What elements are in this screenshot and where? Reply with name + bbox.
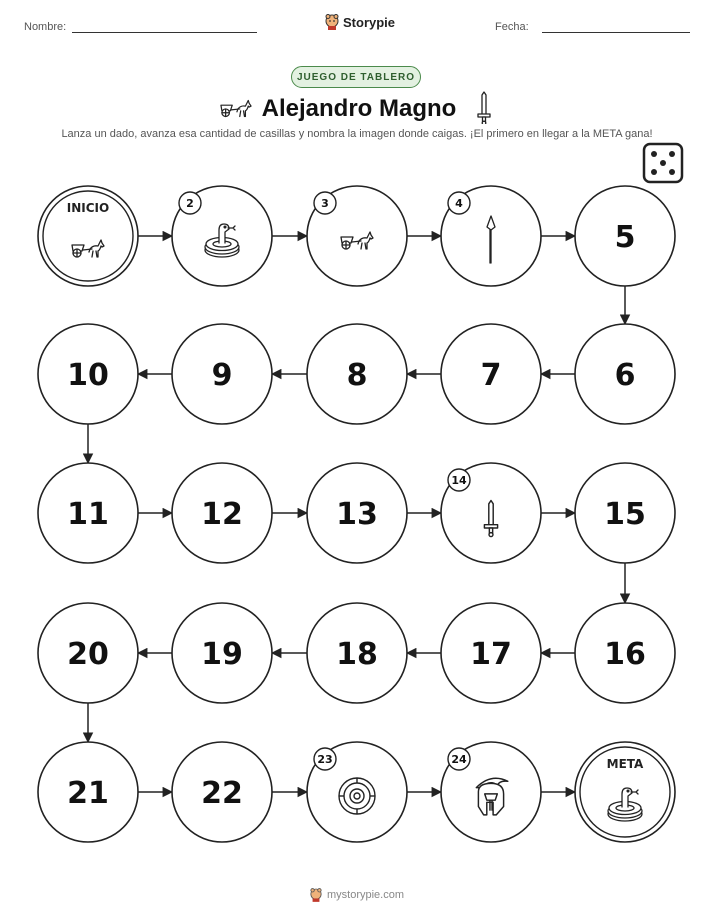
space-number: 24 bbox=[451, 753, 467, 766]
board-space[interactable] bbox=[38, 324, 138, 424]
space-number: 6 bbox=[614, 358, 636, 393]
board-space[interactable] bbox=[172, 186, 272, 286]
board-space[interactable] bbox=[307, 186, 407, 286]
space-label: META bbox=[606, 757, 644, 771]
footer bbox=[0, 888, 714, 902]
space-number: 21 bbox=[67, 776, 109, 811]
board-space[interactable] bbox=[441, 603, 541, 703]
storypie-mascot-icon bbox=[310, 888, 322, 902]
date-label: Fecha: bbox=[495, 21, 529, 33]
board-space[interactable] bbox=[575, 324, 675, 424]
space-label: INICIO bbox=[66, 201, 110, 215]
board-space[interactable] bbox=[575, 463, 675, 563]
board-space[interactable] bbox=[172, 463, 272, 563]
space-number: 7 bbox=[480, 358, 502, 393]
board-space[interactable] bbox=[441, 463, 541, 563]
space-number: 17 bbox=[470, 637, 512, 672]
space-number: 18 bbox=[336, 637, 378, 672]
board-space[interactable] bbox=[575, 186, 675, 286]
finish-space[interactable] bbox=[575, 742, 675, 842]
board-space[interactable] bbox=[38, 603, 138, 703]
shield-icon bbox=[339, 778, 375, 814]
brand-name: Storypie bbox=[343, 14, 396, 30]
board-space[interactable] bbox=[441, 186, 541, 286]
board-space[interactable] bbox=[307, 742, 407, 842]
board-space[interactable] bbox=[38, 463, 138, 563]
space-number: 13 bbox=[336, 497, 378, 532]
board-space[interactable] bbox=[172, 324, 272, 424]
space-number: 16 bbox=[604, 637, 646, 672]
space-number: 22 bbox=[201, 776, 243, 811]
space-number: 14 bbox=[451, 474, 467, 487]
board-space[interactable] bbox=[172, 742, 272, 842]
space-number: 3 bbox=[321, 197, 329, 210]
space-number: 11 bbox=[67, 497, 109, 532]
board-space[interactable] bbox=[38, 742, 138, 842]
board-space[interactable] bbox=[575, 603, 675, 703]
space-number: 23 bbox=[317, 753, 333, 766]
space-number: 19 bbox=[201, 637, 243, 672]
space-number: 10 bbox=[67, 358, 109, 393]
board-space[interactable] bbox=[307, 324, 407, 424]
space-number: 15 bbox=[604, 497, 646, 532]
space-number: 12 bbox=[201, 497, 243, 532]
footer-url: mystorypie.com bbox=[326, 889, 405, 901]
space-number: 2 bbox=[186, 197, 194, 210]
space-number: 20 bbox=[67, 637, 109, 672]
name-label: Nombre: bbox=[24, 21, 67, 33]
space-number: 5 bbox=[614, 220, 636, 255]
board-space[interactable] bbox=[172, 603, 272, 703]
board-space[interactable] bbox=[307, 603, 407, 703]
instructions: Lanza un dado, avanza esa cantidad de casillas y nombra la imagen donde caigas. ¡El primero en llegar a la META gana! bbox=[61, 128, 653, 140]
space-number: 8 bbox=[346, 358, 368, 393]
page-title: Alejandro Magno bbox=[0, 90, 714, 124]
board-space[interactable] bbox=[441, 324, 541, 424]
start-space[interactable] bbox=[38, 186, 138, 286]
space-number: 4 bbox=[455, 197, 463, 210]
board-space[interactable] bbox=[441, 742, 541, 842]
game-type-badge: JUEGO DE TABLERO bbox=[291, 66, 421, 88]
space-number: 9 bbox=[211, 358, 233, 393]
board-space[interactable] bbox=[307, 463, 407, 563]
